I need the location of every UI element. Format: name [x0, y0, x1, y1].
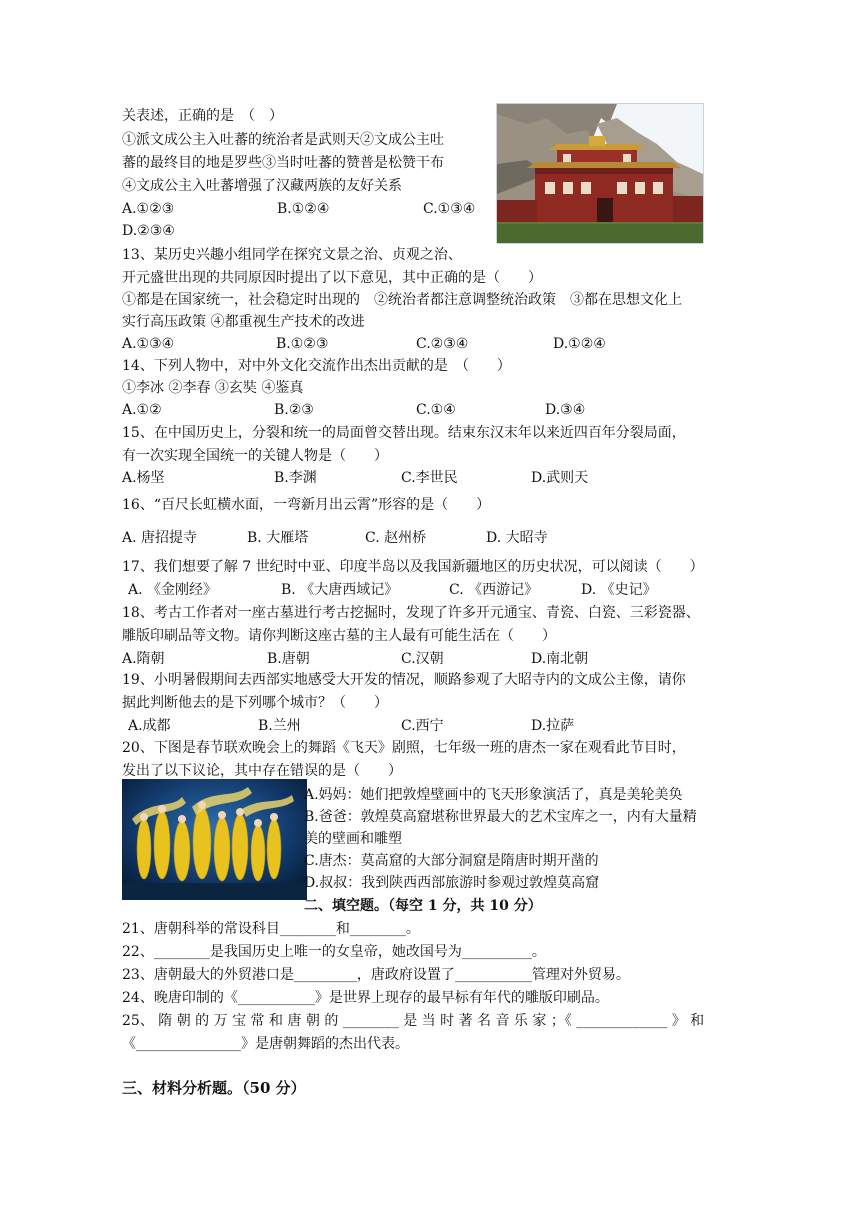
- q18-option-b: B.唐朝: [267, 651, 310, 667]
- q14-items: ①李冰 ②李春 ③玄奘 ④鉴真: [122, 380, 304, 396]
- q16-option-d: D. 大昭寺: [486, 530, 548, 546]
- fill-q25-line2: 《_______________》是唐朝舞蹈的杰出代表。: [122, 1036, 409, 1052]
- q13-line1: 13、某历史兴趣小组同学在探究文景之治、贞观之治、: [122, 247, 462, 263]
- q14-option-c: C.①④: [416, 402, 456, 418]
- q18-option-d: D.南北朝: [531, 651, 589, 667]
- q15-option-a: A.杨坚: [122, 470, 165, 486]
- q12-option-c: C.①③④: [423, 201, 476, 217]
- temple-illustration: [497, 104, 703, 243]
- section-2-heading: 二、填空题。（每空 1 分，共 10 分）: [304, 898, 542, 914]
- q15-option-c: C.李世民: [401, 470, 458, 486]
- q13-option-a: A.①③④: [122, 336, 175, 352]
- q14-option-a: A.①②: [122, 402, 162, 418]
- q19-option-b: B.兰州: [258, 718, 301, 734]
- q12-option-b: B.①②④: [277, 201, 330, 217]
- q19-line2: 据此判断他去的是下列哪个城市？（ ）: [122, 695, 388, 711]
- q15-option-d: D.武则天: [531, 470, 589, 486]
- q12-option-a: A.①②③: [122, 201, 175, 217]
- q18-option-a: A.隋朝: [122, 651, 165, 667]
- q19-option-c: C.西宁: [401, 718, 444, 734]
- q17-stem: 17、我们想要了解 7 世纪时中亚、印度半岛以及我国新疆地区的历史状况，可以阅读（ ）: [122, 559, 704, 575]
- q16-stem: 16、“百尺长虹横水面，一弯新月出云霄”形容的是（ ）: [122, 497, 491, 513]
- dance-illustration: [122, 779, 307, 900]
- q12-intro: 关表述，正确的是 （ ）: [122, 108, 283, 124]
- q16-option-a: A. 唐招提寺: [122, 530, 198, 546]
- q20-line1: 20、下图是春节联欢晚会上的舞蹈《飞天》剧照，七年级一班的唐杰一家在观看此节目时，: [122, 740, 686, 756]
- q14-option-b: B.②③: [274, 402, 314, 418]
- q20-option-c: C.唐杰：莫高窟的大部分洞窟是隋唐时期开凿的: [304, 853, 599, 869]
- fill-q24: 24、晚唐印制的《___________》是世界上现存的最早标有年代的雕版印刷品。: [122, 990, 609, 1006]
- q20-option-a: A.妈妈：她们把敦煌壁画中的飞天形象演活了，真是美轮美奂: [304, 787, 683, 803]
- q20-line2: 发出了以下议论，其中存在错误的是（ ）: [122, 763, 402, 779]
- q15-line2: 有一次实现全国统一的关键人物是（ ）: [122, 448, 388, 464]
- q17-option-c: C. 《西游记》: [449, 582, 539, 598]
- q20-option-b-line2: 美的壁画和雕塑: [304, 831, 402, 847]
- q15-option-b: B.李渊: [274, 470, 317, 486]
- q20-option-b-line1: B.爸爸：敦煌莫高窟堪称世界最大的艺术宝库之一，内有大量精: [304, 809, 697, 825]
- section-3-heading: 三、材料分析题。（50 分）: [122, 1079, 306, 1097]
- fill-q21: 21、唐朝科举的常设科目________和________。: [122, 921, 420, 937]
- q12-line3: ④文成公主入吐蕃增强了汉藏两族的友好关系: [122, 178, 402, 194]
- q17-option-d: D. 《史记》: [581, 582, 657, 598]
- q13-line4: 实行高压政策 ④都重视生产技术的改进: [122, 314, 365, 330]
- q17-option-b: B. 《大唐西域记》: [281, 582, 399, 598]
- fill-q23: 23、唐朝最大的外贸港口是_________，唐政府设置了___________管理对外贸易。: [122, 967, 630, 983]
- q13-line3: ①都是在国家统一，社会稳定时出现的 ②统治者都注意调整统治政策 ③都在思想文化上: [122, 292, 682, 308]
- feitian-dance-photo: [122, 779, 307, 900]
- q15-line1: 15、在中国历史上，分裂和统一的局面曾交替出现。结束东汉末年以来近四百年分裂局面，: [122, 425, 686, 441]
- q16-option-b: B. 大雁塔: [247, 530, 309, 546]
- q18-option-c: C.汉朝: [401, 651, 444, 667]
- q13-line2: 开元盛世出现的共同原因时提出了以下意见，其中正确的是（ ）: [122, 270, 542, 286]
- fill-q25-line1: 25、 隋 朝 的 万 宝 常 和 唐 朝 的 ________ 是 当 时 著 名 音 乐 家 ；《 _____________ 》 和: [122, 1013, 705, 1029]
- q12-line2: 蕃的最终目的地是罗些③当时吐蕃的赞普是松赞干布: [122, 155, 444, 171]
- q18-line2: 雕版印刷品等文物。请你判断这座古墓的主人最有可能生活在（ ）: [122, 628, 556, 644]
- q19-line1: 19、小明暑假期间去西部实地感受大开发的情况，顺路参观了大昭寺内的文成公主像，请你: [122, 672, 686, 688]
- fill-q22: 22、________是我国历史上唯一的女皇帝，她改国号为__________。: [122, 944, 546, 960]
- q13-option-c: C.②③④: [416, 336, 469, 352]
- q20-option-d: D.叔叔：我到陕西西部旅游时参观过敦煌莫高窟: [304, 875, 600, 891]
- q19-option-a: A.成都: [128, 718, 171, 734]
- q18-line1: 18、考古工作者对一座古墓进行考古挖掘时，发现了许多开元通宝、青瓷、白瓷、三彩瓷器、: [122, 605, 700, 621]
- tibetan-temple-photo: [496, 103, 704, 244]
- q13-option-b: B.①②③: [276, 336, 329, 352]
- q14-stem: 14、下列人物中，对中外文化交流作出杰出贡献的是 （ ）: [122, 358, 511, 374]
- q16-option-c: C. 赵州桥: [365, 530, 427, 546]
- q13-option-d: D.①②④: [553, 336, 606, 352]
- q12-option-d: D.②③④: [122, 223, 175, 239]
- q17-option-a: A. 《金刚经》: [128, 582, 218, 598]
- q19-option-d: D.拉萨: [531, 718, 575, 734]
- q14-option-d: D.③④: [545, 402, 586, 418]
- q12-line1: ①派文成公主入吐蕃的统治者是武则天②文成公主吐: [122, 132, 444, 148]
